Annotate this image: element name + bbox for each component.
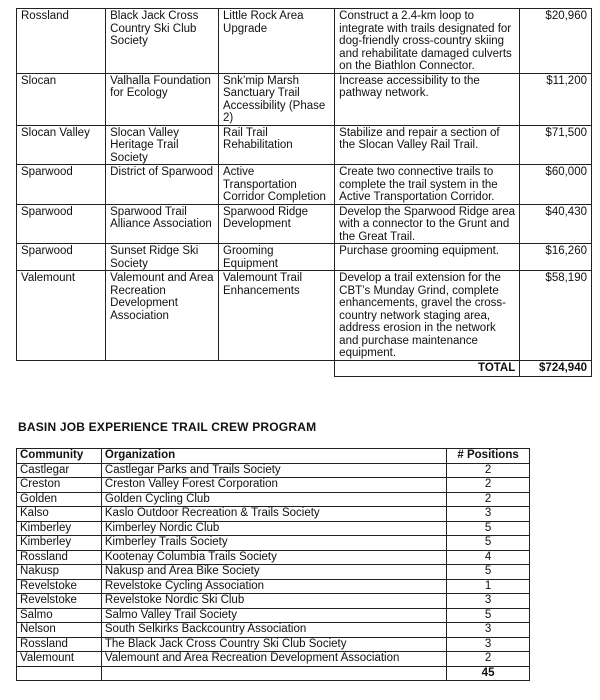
project-cell: Snk’mip Marsh Sanctuary Trail Accessibility (Phase 2) bbox=[219, 73, 335, 125]
organization-cell: Slocan Valley Heritage Trail Society bbox=[106, 125, 219, 165]
crew-row bbox=[17, 579, 530, 594]
crew-header-row bbox=[17, 449, 530, 464]
community-cell: Kimberley bbox=[17, 521, 102, 536]
description-cell: Increase accessibility to the pathway network. bbox=[335, 73, 520, 125]
community-cell: Sparwood bbox=[17, 165, 106, 205]
organization-cell: Sunset Ridge Ski Society bbox=[106, 244, 219, 271]
organization-cell: District of Sparwood bbox=[106, 165, 219, 205]
community-cell: Salmo bbox=[17, 608, 102, 623]
positions-cell: 3 bbox=[447, 623, 530, 638]
positions-cell: 2 bbox=[447, 478, 530, 493]
grants-table-body bbox=[17, 9, 592, 377]
organization-cell: Valemount and Area Recreation Development Association bbox=[101, 652, 446, 667]
empty-cell bbox=[17, 666, 102, 681]
grant-row bbox=[17, 9, 592, 74]
positions-cell: 3 bbox=[447, 507, 530, 522]
positions-cell: 5 bbox=[447, 565, 530, 580]
project-cell: Grooming Equipment bbox=[219, 244, 335, 271]
positions-cell: 2 bbox=[447, 492, 530, 507]
community-cell: Rossland bbox=[17, 637, 102, 652]
community-cell: Nakusp bbox=[17, 565, 102, 580]
grant-row bbox=[17, 204, 592, 244]
community-cell: Valemount bbox=[17, 271, 106, 361]
crew-table bbox=[16, 448, 530, 681]
amount-cell: $58,190 bbox=[520, 271, 592, 361]
project-cell: Little Rock Area Upgrade bbox=[219, 9, 335, 74]
positions-cell: 3 bbox=[447, 594, 530, 609]
crew-row bbox=[17, 507, 530, 522]
grants-total-row bbox=[17, 360, 592, 376]
organization-cell: Black Jack Cross Country Ski Club Society bbox=[106, 9, 219, 74]
header-organization: Organization bbox=[101, 449, 446, 464]
positions-cell: 3 bbox=[447, 637, 530, 652]
total-spacer bbox=[17, 360, 335, 376]
crew-row bbox=[17, 492, 530, 507]
organization-cell: Kimberley Trails Society bbox=[101, 536, 446, 551]
description-cell: Create two connective trails to complete the trail system in the Active Transportation Corridor. bbox=[335, 165, 520, 205]
community-cell: Valemount bbox=[17, 652, 102, 667]
crew-row bbox=[17, 623, 530, 638]
organization-cell: South Selkirks Backcountry Association bbox=[101, 623, 446, 638]
organization-cell: Kootenay Columbia Trails Society bbox=[101, 550, 446, 565]
positions-cell: 5 bbox=[447, 536, 530, 551]
amount-cell: $40,430 bbox=[520, 204, 592, 244]
project-cell: Sparwood Ridge Development bbox=[219, 204, 335, 244]
organization-cell: Revelstoke Nordic Ski Club bbox=[101, 594, 446, 609]
grant-row bbox=[17, 244, 592, 271]
organization-cell: Golden Cycling Club bbox=[101, 492, 446, 507]
section-title: BASIN JOB EXPERIENCE TRAIL CREW PROGRAM bbox=[18, 420, 317, 434]
community-cell: Revelstoke bbox=[17, 579, 102, 594]
organization-cell: Nakusp and Area Bike Society bbox=[101, 565, 446, 580]
description-cell: Develop the Sparwood Ridge area with a connector to the Grunt and the Great Trail. bbox=[335, 204, 520, 244]
grant-row bbox=[17, 73, 592, 125]
project-cell: Valemount Trail Enhancements bbox=[219, 271, 335, 361]
project-cell: Active Transportation Corridor Completion bbox=[219, 165, 335, 205]
community-cell: Castlegar bbox=[17, 463, 102, 478]
crew-row bbox=[17, 637, 530, 652]
organization-cell: Castlegar Parks and Trails Society bbox=[101, 463, 446, 478]
community-cell: Golden bbox=[17, 492, 102, 507]
positions-total: 45 bbox=[447, 666, 530, 681]
amount-cell: $11,200 bbox=[520, 73, 592, 125]
positions-cell: 2 bbox=[447, 652, 530, 667]
crew-row bbox=[17, 478, 530, 493]
crew-total-row bbox=[17, 666, 530, 681]
organization-cell: The Black Jack Cross Country Ski Club Society bbox=[101, 637, 446, 652]
organization-cell: Sparwood Trail Alliance Association bbox=[106, 204, 219, 244]
organization-cell: Kaslo Outdoor Recreation & Trails Society bbox=[101, 507, 446, 522]
organization-cell: Kimberley Nordic Club bbox=[101, 521, 446, 536]
crew-row bbox=[17, 608, 530, 623]
crew-row bbox=[17, 550, 530, 565]
grant-row bbox=[17, 165, 592, 205]
total-value: $724,940 bbox=[520, 360, 592, 376]
amount-cell: $60,000 bbox=[520, 165, 592, 205]
organization-cell: Salmo Valley Trail Society bbox=[101, 608, 446, 623]
positions-cell: 4 bbox=[447, 550, 530, 565]
description-cell: Purchase grooming equipment. bbox=[335, 244, 520, 271]
crew-row bbox=[17, 565, 530, 580]
community-cell: Nelson bbox=[17, 623, 102, 638]
crew-row bbox=[17, 594, 530, 609]
crew-table-body bbox=[17, 449, 530, 681]
positions-cell: 5 bbox=[447, 608, 530, 623]
crew-row bbox=[17, 652, 530, 667]
project-cell: Rail Trail Rehabilitation bbox=[219, 125, 335, 165]
crew-row bbox=[17, 521, 530, 536]
community-cell: Kimberley bbox=[17, 536, 102, 551]
community-cell: Slocan Valley bbox=[17, 125, 106, 165]
header-community: Community bbox=[17, 449, 102, 464]
organization-cell: Creston Valley Forest Corporation bbox=[101, 478, 446, 493]
community-cell: Revelstoke bbox=[17, 594, 102, 609]
crew-row bbox=[17, 463, 530, 478]
community-cell: Sparwood bbox=[17, 244, 106, 271]
grant-row bbox=[17, 271, 592, 361]
community-cell: Kalso bbox=[17, 507, 102, 522]
grants-table bbox=[16, 8, 592, 377]
community-cell: Creston bbox=[17, 478, 102, 493]
description-cell: Develop a trail extension for the CBT’s Munday Grind, complete enhancements, gravel the cross-country network staging area, address erosion in the network and purchase maintenance equipment. bbox=[335, 271, 520, 361]
community-cell: Slocan bbox=[17, 73, 106, 125]
positions-cell: 1 bbox=[447, 579, 530, 594]
community-cell: Rossland bbox=[17, 550, 102, 565]
amount-cell: $20,960 bbox=[520, 9, 592, 74]
grant-row bbox=[17, 125, 592, 165]
description-cell: Stabilize and repair a section of the Slocan Valley Rail Trail. bbox=[335, 125, 520, 165]
positions-cell: 5 bbox=[447, 521, 530, 536]
description-cell: Construct a 2.4-km loop to integrate with trails designated for dog-friendly cross-country skiing and rehabilitate damaged culverts on the Biathlon Connector. bbox=[335, 9, 520, 74]
organization-cell: Revelstoke Cycling Association bbox=[101, 579, 446, 594]
total-label: TOTAL bbox=[335, 360, 520, 376]
header-positions: # Positions bbox=[447, 449, 530, 464]
crew-row bbox=[17, 536, 530, 551]
community-cell: Sparwood bbox=[17, 204, 106, 244]
positions-cell: 2 bbox=[447, 463, 530, 478]
amount-cell: $16,260 bbox=[520, 244, 592, 271]
community-cell: Rossland bbox=[17, 9, 106, 74]
amount-cell: $71,500 bbox=[520, 125, 592, 165]
organization-cell: Valemount and Area Recreation Development Association bbox=[106, 271, 219, 361]
empty-cell bbox=[101, 666, 446, 681]
organization-cell: Valhalla Foundation for Ecology bbox=[106, 73, 219, 125]
